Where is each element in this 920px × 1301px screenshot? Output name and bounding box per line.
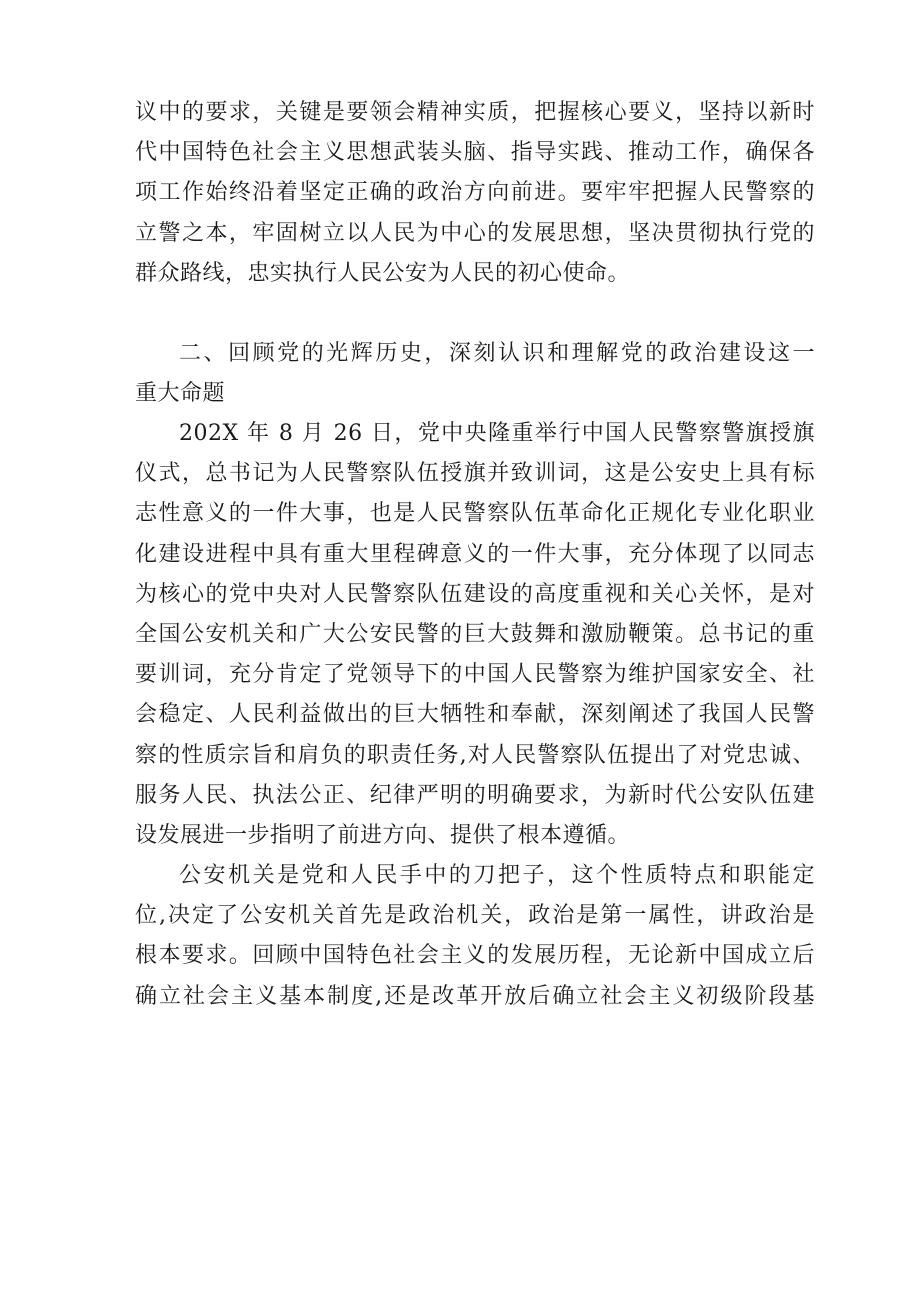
text-line: 要训词，充分肯定了党领导下的中国人民警察为维护国家安全、社	[135, 662, 815, 688]
text-line: 议中的要求，关键是要领会精神实质，把握核心要义，坚持以新时	[135, 100, 815, 125]
section-heading	[135, 334, 815, 414]
text-line: 项工作始终沿着坚定正确的政治方向前进。要牢牢把握人民警察的	[135, 180, 815, 206]
text-line: 设发展进一步指明了前进方向、提供了根本遵循。	[135, 822, 631, 848]
text-line: 察的性质宗旨和肩负的职责任务,对人民警察队伍提出了对党忠诚、	[135, 742, 815, 768]
text-line: 位,决定了公安机关首先是政治机关，政治是第一属性，讲政治是	[135, 903, 815, 929]
paragraph	[135, 856, 815, 1017]
text-line: 立警之本，牢固树立以人民为中心的发展思想，坚决贯彻执行党的	[135, 220, 815, 246]
text-line: 化建设进程中具有重大里程碑意义的一件大事，充分体现了以同志	[135, 541, 815, 567]
text-line: 全国公安机关和广大公安民警的巨大鼓舞和激励鞭策。总书记的重	[135, 621, 815, 647]
text-line: 群众路线，忠实执行人民公安为人民的初心使命。	[135, 260, 631, 286]
text-line: 202X 年 8 月 26 日，党中央隆重举行中国人民警察警旗授旗	[179, 421, 815, 446]
text-line: 服务人民、执法公正、纪律严明的明确要求，为新时代公安队伍建	[135, 782, 815, 808]
paragraph	[135, 414, 815, 856]
heading-line: 二、回顾党的光辉历史，深刻认识和理解党的政治建设这一	[179, 341, 815, 366]
paragraph-continued	[135, 93, 815, 294]
text-line: 志性意义的一件大事，也是人民警察队伍革命化正规化专业化职业	[135, 501, 815, 527]
text-line: 代中国特色社会主义思想武装头脑、指导实践、推动工作，确保各	[135, 140, 815, 166]
heading-line: 重大命题	[135, 381, 226, 407]
text-line: 根本要求。回顾中国特色社会主义的发展历程，无论新中国成立后	[135, 943, 815, 969]
text-line: 为核心的党中央对人民警察队伍建设的高度重视和关心关怀，是对	[135, 581, 815, 607]
text-line: 确立社会主义基本制度,还是改革开放后确立社会主义初级阶段基	[135, 983, 815, 1009]
text-line: 会稳定、人民利益做出的巨大牺牲和奉献，深刻阐述了我国人民警	[135, 702, 815, 728]
text-line: 仪式，总书记为人民警察队伍授旗并致训词，这是公安史上具有标	[135, 461, 815, 487]
text-line: 公安机关是党和人民手中的刀把子，这个性质特点和职能定	[179, 863, 815, 888]
